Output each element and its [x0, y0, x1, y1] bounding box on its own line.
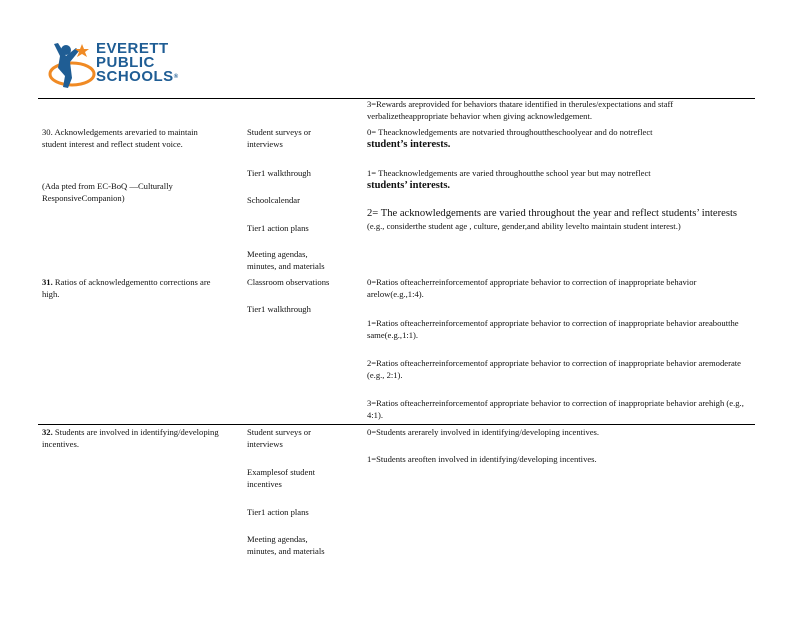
table-rule-row32	[38, 424, 755, 425]
row30-scoring-1: 1= Theacknowledgements are varied throughoutthe school year but may notreflect students’ interests.	[367, 168, 651, 191]
row32-evidence-0: Student surveys or interviews	[247, 427, 314, 449]
row30-item: 30. Acknowledgements arevaried to maintain student interest and reflect student voice.	[42, 127, 201, 149]
district-logo	[46, 38, 186, 98]
row31-scoring-0: 0=Ratios ofteacherreinforcementof appropriate behavior to correction of inappropriate behavior arelow(e.g.,1:4).	[367, 277, 699, 299]
row30-source: (Ada pted from EC-BoQ —Culturally ResponsiveCompanion)	[42, 181, 175, 203]
row32-evidence-3: Meeting agendas, minutes, and materials	[247, 534, 325, 556]
row32-scoring-0: 0=Students arerarely involved in identifying/developing incentives.	[367, 427, 600, 437]
row31-scoring-2: 2=Ratios ofteacherreinforcementof appropriate behavior to correction of inappropriate behavior aremoderate (e.g., 2:1).	[367, 358, 744, 380]
row32-evidence-1: Examplesof student incentives	[247, 467, 318, 489]
row30-evidence-4: Meeting agendas, minutes, and materials	[247, 249, 325, 271]
row30-evidence-3: Tier1 action plans	[247, 223, 309, 233]
row30-evidence-2: Schoolcalendar	[247, 195, 300, 205]
row32-evidence-2: Tier1 action plans	[247, 507, 309, 517]
row31-evidence-0: Classroom observations	[247, 277, 330, 287]
row31-scoring-3: 3=Ratios ofteacherreinforcementof appropriate behavior to correction of inappropriate behavior arehigh (e.g., 4:1).	[367, 398, 746, 420]
row31-evidence-1: Tier1 walkthrough	[247, 304, 311, 314]
logo-wordmark: EVERETT PUBLIC SCHOOLS®	[96, 40, 179, 85]
row30-scoring-0: 0= Theacknowledgements are notvaried throughouttheschoolyear and do notreflect student’s interests.	[367, 127, 653, 150]
row30-scoring-2: 2= The acknowledgements are varied throughout the year and reflect students’ interests (e.g., considerthe student age , culture, gender,and ability levelto maintain student interest.)	[367, 208, 738, 231]
row32-scoring-1: 1=Students areoften involved in identifying/developing incentives.	[367, 454, 597, 464]
row31-item: 31. Ratios of acknowledgementto corrections are high.	[42, 277, 213, 299]
row31-scoring-1: 1=Ratios ofteacherreinforcementof appropriate behavior to correction of inappropriate behavior areaboutthe same(e.g.,1:1).	[367, 318, 741, 340]
row32-item: 32. Students are involved in identifying/developing incentives.	[42, 427, 221, 449]
row30-evidence-1: Tier1 walkthrough	[247, 168, 311, 178]
row30-evidence-0: Student surveys or interviews	[247, 127, 314, 149]
row30-scoring-prev: 3=Rewards areprovided for behaviors thatare identified in therules/expectations and staff verbalizetheappropriate behavior when giving acknowledgement.	[367, 99, 676, 121]
